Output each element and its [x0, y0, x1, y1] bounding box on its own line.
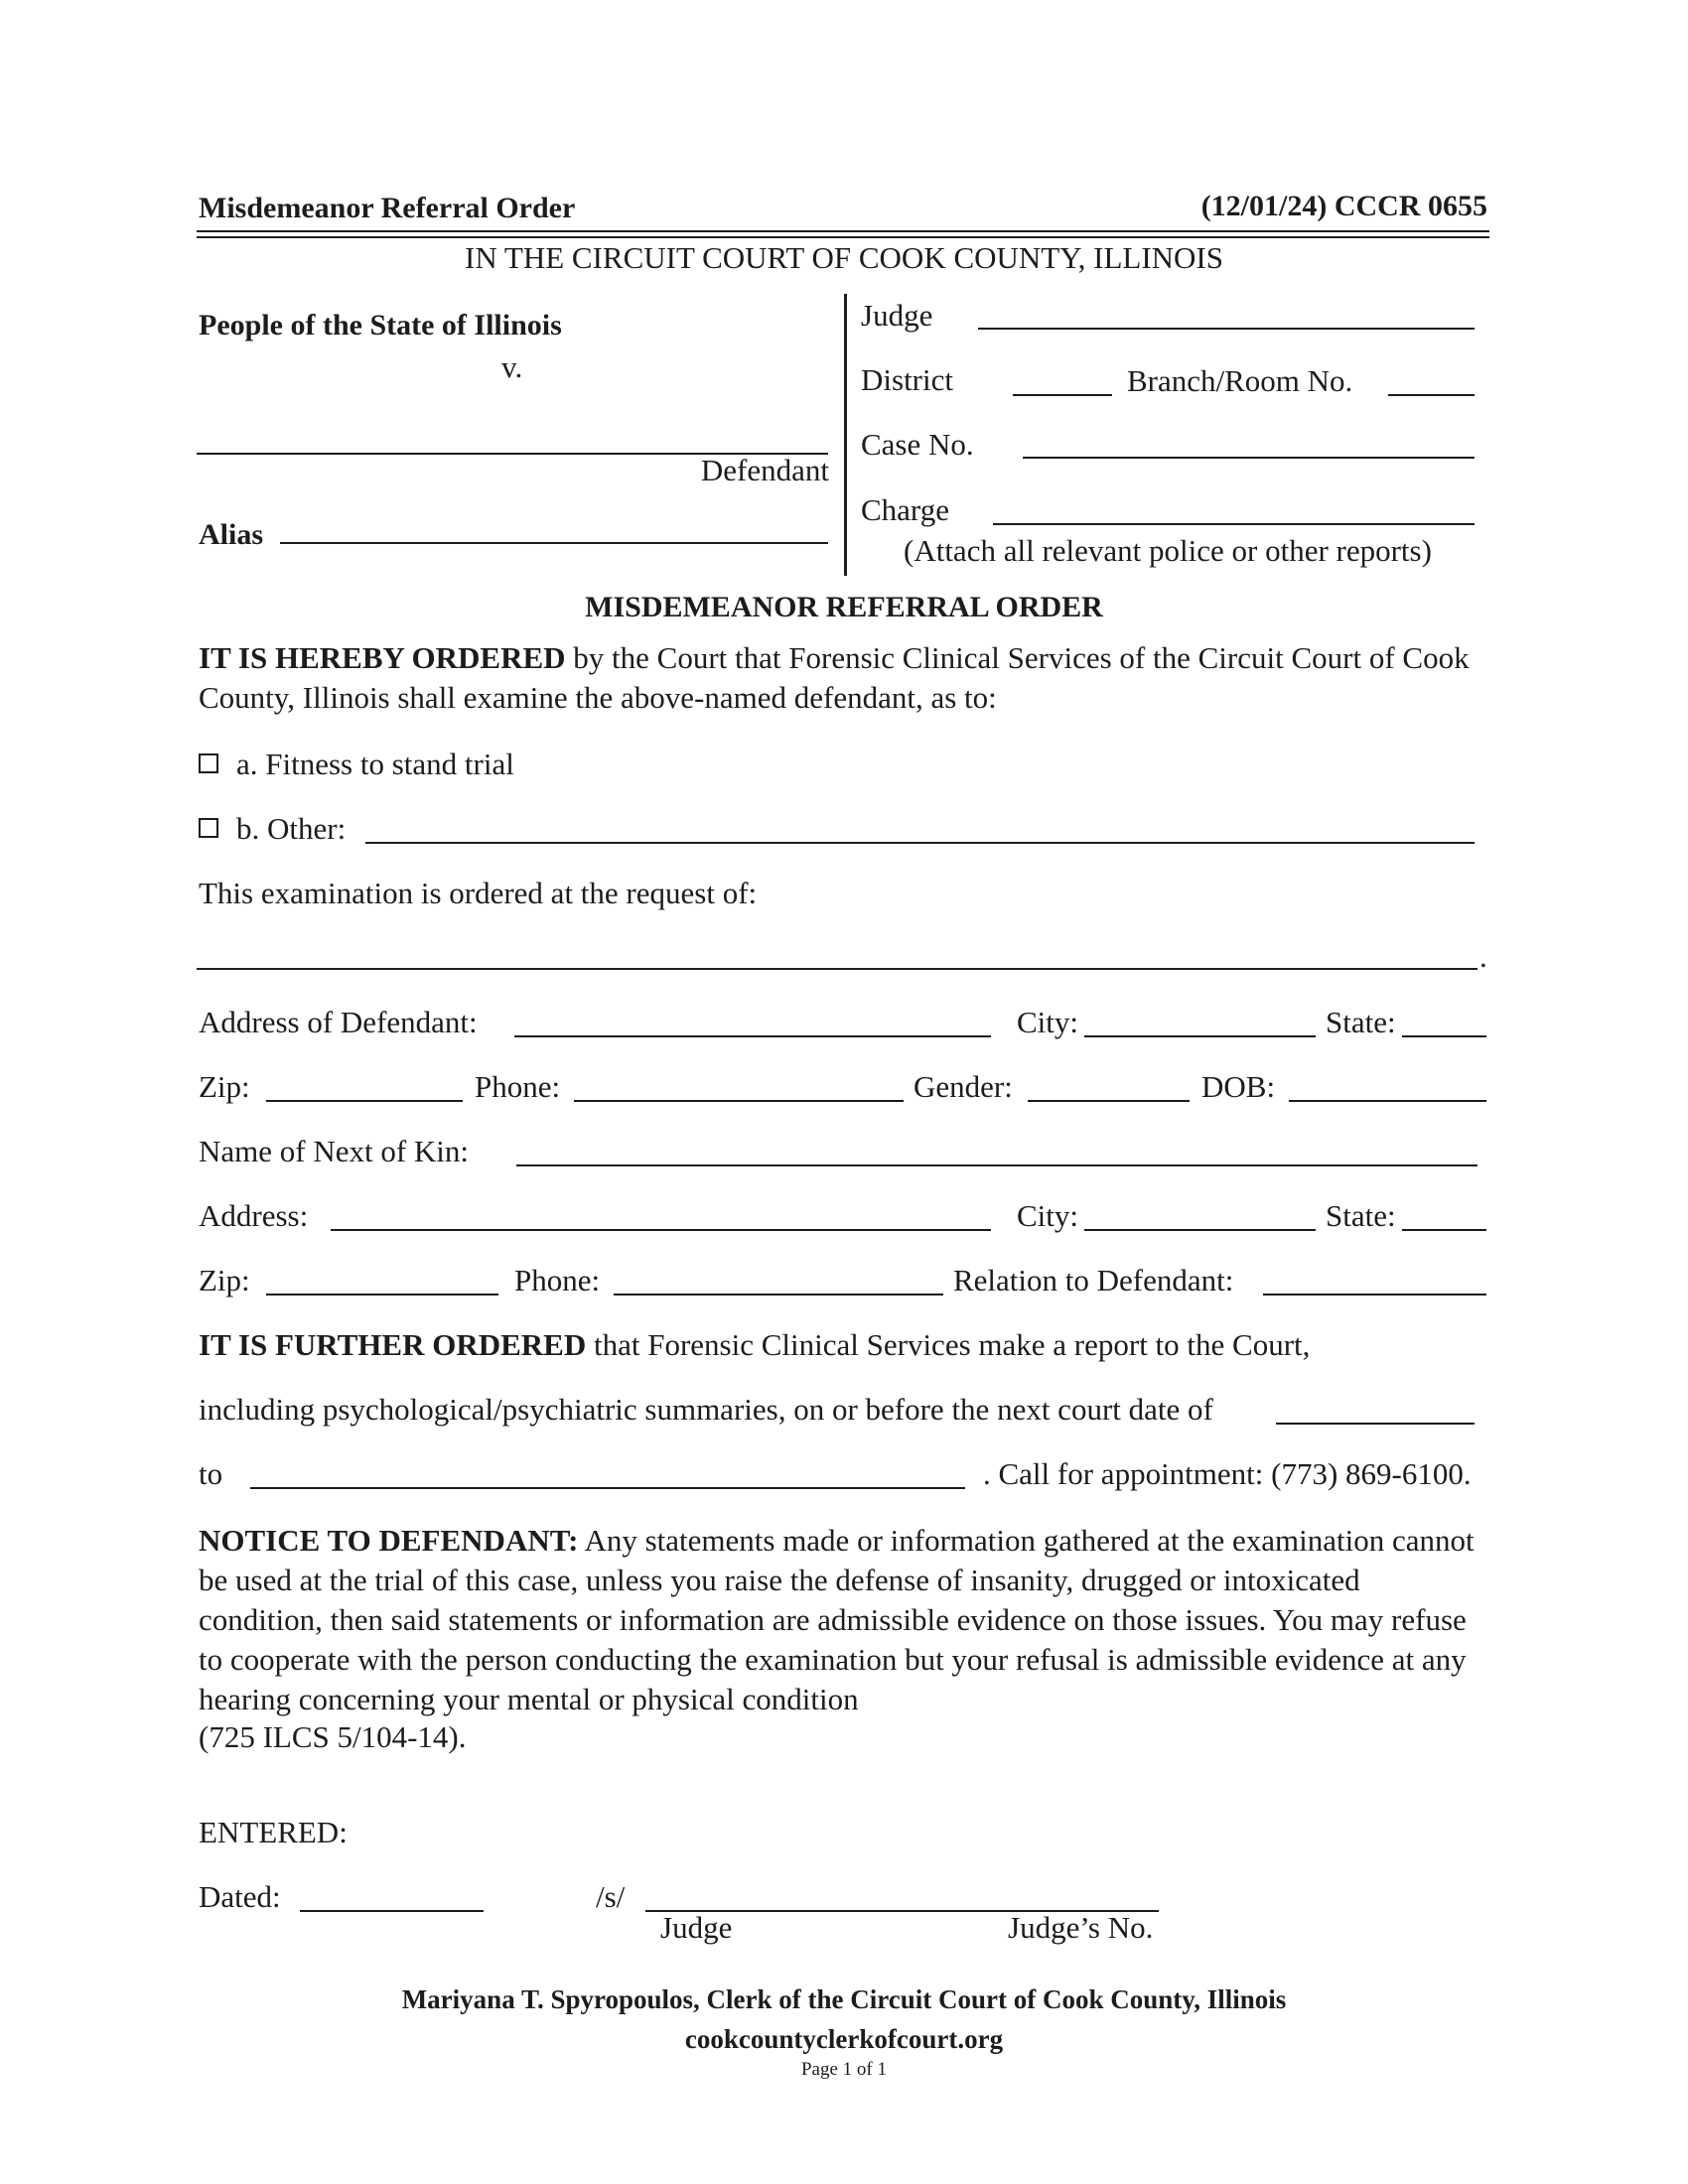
further-order-bold: IT IS FURTHER ORDERED	[199, 1327, 587, 1362]
kin-address-label: Address:	[199, 1198, 309, 1233]
kin-phone-label: Phone:	[514, 1263, 601, 1297]
option-a-label: a. Fitness to stand trial	[236, 747, 514, 781]
city-label: City:	[1017, 1005, 1079, 1039]
entered-label: ENTERED:	[199, 1815, 348, 1849]
order-intro-text: by the Court that Forensic Clinical Services of the Circuit Court of Cook County, Illinois shall examine the above-named defendant, as to:	[199, 640, 1470, 715]
gender-label: Gender:	[914, 1069, 1013, 1104]
phone-label: Phone:	[475, 1069, 561, 1104]
clerk-footer: Mariyana T. Spyropoulos, Clerk of the Circuit Court of Cook County, Illinois	[401, 1984, 1287, 2014]
order-heading: MISDEMEANOR REFERRAL ORDER	[585, 591, 1103, 623]
alias-line[interactable]	[280, 542, 828, 544]
district-line[interactable]	[1013, 394, 1112, 396]
judge-label: Judge	[861, 298, 933, 333]
attach-note: (Attach all relevant police or other reports)	[904, 533, 1432, 568]
other-checkbox[interactable]	[199, 818, 218, 838]
district-label: District	[861, 362, 953, 397]
defendant-label: Defendant	[700, 453, 829, 487]
notice-text: Any statements made or information gathered at the examination cannot be used at the trial of this case, unless you raise the defense of insanity, drugged or intoxicated condition, then said statements or information are admissible evidence on those issues. You may refuse to cooperate with the person conducting the examination but your refusal is admissible evidence at any hearing concerning your mental or physical condition	[199, 1523, 1475, 1716]
kin-zip-label: Zip:	[199, 1263, 250, 1297]
kin-address-line[interactable]	[331, 1229, 991, 1231]
judge-no-label: Judge’s No.	[1008, 1910, 1154, 1945]
case-line[interactable]	[1023, 457, 1475, 459]
people-label: People of the State of Illinois	[199, 309, 562, 341]
fitness-checkbox[interactable]	[199, 753, 218, 773]
header-rule-bottom	[197, 236, 1489, 238]
form-code: (12/01/24) CCCR 0655	[1200, 190, 1487, 222]
kin-state-label: State:	[1326, 1198, 1396, 1233]
notice-citation: (725 ILCS 5/104-14).	[199, 1719, 467, 1754]
state-label: State:	[1326, 1005, 1396, 1039]
website-footer[interactable]: cookcountyclerkofcourt.org	[684, 2024, 1004, 2054]
kin-zip-line[interactable]	[266, 1294, 498, 1296]
state-line[interactable]	[1402, 1035, 1486, 1037]
request-end: .	[1479, 939, 1487, 974]
request-line[interactable]	[197, 968, 1477, 970]
page-number: Page 1 of 1	[800, 2059, 887, 2080]
address-line[interactable]	[514, 1035, 991, 1037]
order-intro-bold: IT IS HEREBY ORDERED	[199, 640, 566, 675]
further-order-line1	[199, 1327, 1310, 1363]
judge-line[interactable]	[978, 328, 1475, 330]
signature-judge-label: Judge	[660, 1910, 733, 1945]
kin-city-label: City:	[1017, 1198, 1079, 1233]
further-order-text: that Forensic Clinical Services make a report to the Court,	[586, 1327, 1311, 1362]
branch-line[interactable]	[1388, 394, 1475, 396]
relation-line[interactable]	[1263, 1294, 1486, 1296]
s-label: /s/	[596, 1879, 626, 1914]
charge-line[interactable]	[993, 523, 1475, 525]
address-label: Address of Defendant:	[199, 1005, 478, 1039]
alias-label: Alias	[199, 518, 264, 551]
order-intro	[199, 638, 1489, 718]
kin-line[interactable]	[516, 1164, 1477, 1166]
versus-label: v.	[501, 349, 523, 384]
phone-line[interactable]	[574, 1100, 904, 1102]
dated-line[interactable]	[300, 1910, 484, 1912]
option-b-label: b. Other:	[236, 811, 347, 846]
further-order-line2: including psychological/psychiatric summaries, on or before the next court date of	[199, 1392, 1213, 1427]
city-line[interactable]	[1084, 1035, 1316, 1037]
kin-state-line[interactable]	[1402, 1229, 1486, 1231]
to-label: to	[199, 1456, 223, 1491]
kin-label: Name of Next of Kin:	[199, 1134, 470, 1168]
kin-city-line[interactable]	[1084, 1229, 1316, 1231]
form-name: Misdemeanor Referral Order	[199, 192, 576, 224]
dob-label: DOB:	[1201, 1069, 1276, 1104]
relation-label: Relation to Defendant:	[953, 1263, 1234, 1297]
branch-label: Branch/Room No.	[1127, 363, 1353, 398]
request-label: This examination is ordered at the request of:	[199, 876, 758, 910]
kin-phone-line[interactable]	[614, 1294, 943, 1296]
notice-paragraph	[199, 1521, 1489, 1719]
zip-label: Zip:	[199, 1069, 250, 1104]
dated-label: Dated:	[199, 1879, 281, 1914]
case-label: Case No.	[861, 427, 974, 462]
to-line[interactable]	[250, 1487, 965, 1489]
charge-label: Charge	[861, 492, 949, 527]
dob-line[interactable]	[1289, 1100, 1486, 1102]
notice-bold: NOTICE TO DEFENDANT:	[199, 1523, 579, 1558]
header-rule-top	[197, 230, 1489, 232]
gender-line[interactable]	[1028, 1100, 1190, 1102]
other-line[interactable]	[365, 842, 1475, 844]
caption-divider	[844, 294, 847, 576]
appointment-text: . Call for appointment: (773) 869-6100.	[983, 1456, 1472, 1491]
court-date-line[interactable]	[1276, 1423, 1475, 1425]
court-title: IN THE CIRCUIT COURT OF COOK COUNTY, ILLINOIS	[465, 240, 1223, 275]
zip-line[interactable]	[266, 1100, 463, 1102]
